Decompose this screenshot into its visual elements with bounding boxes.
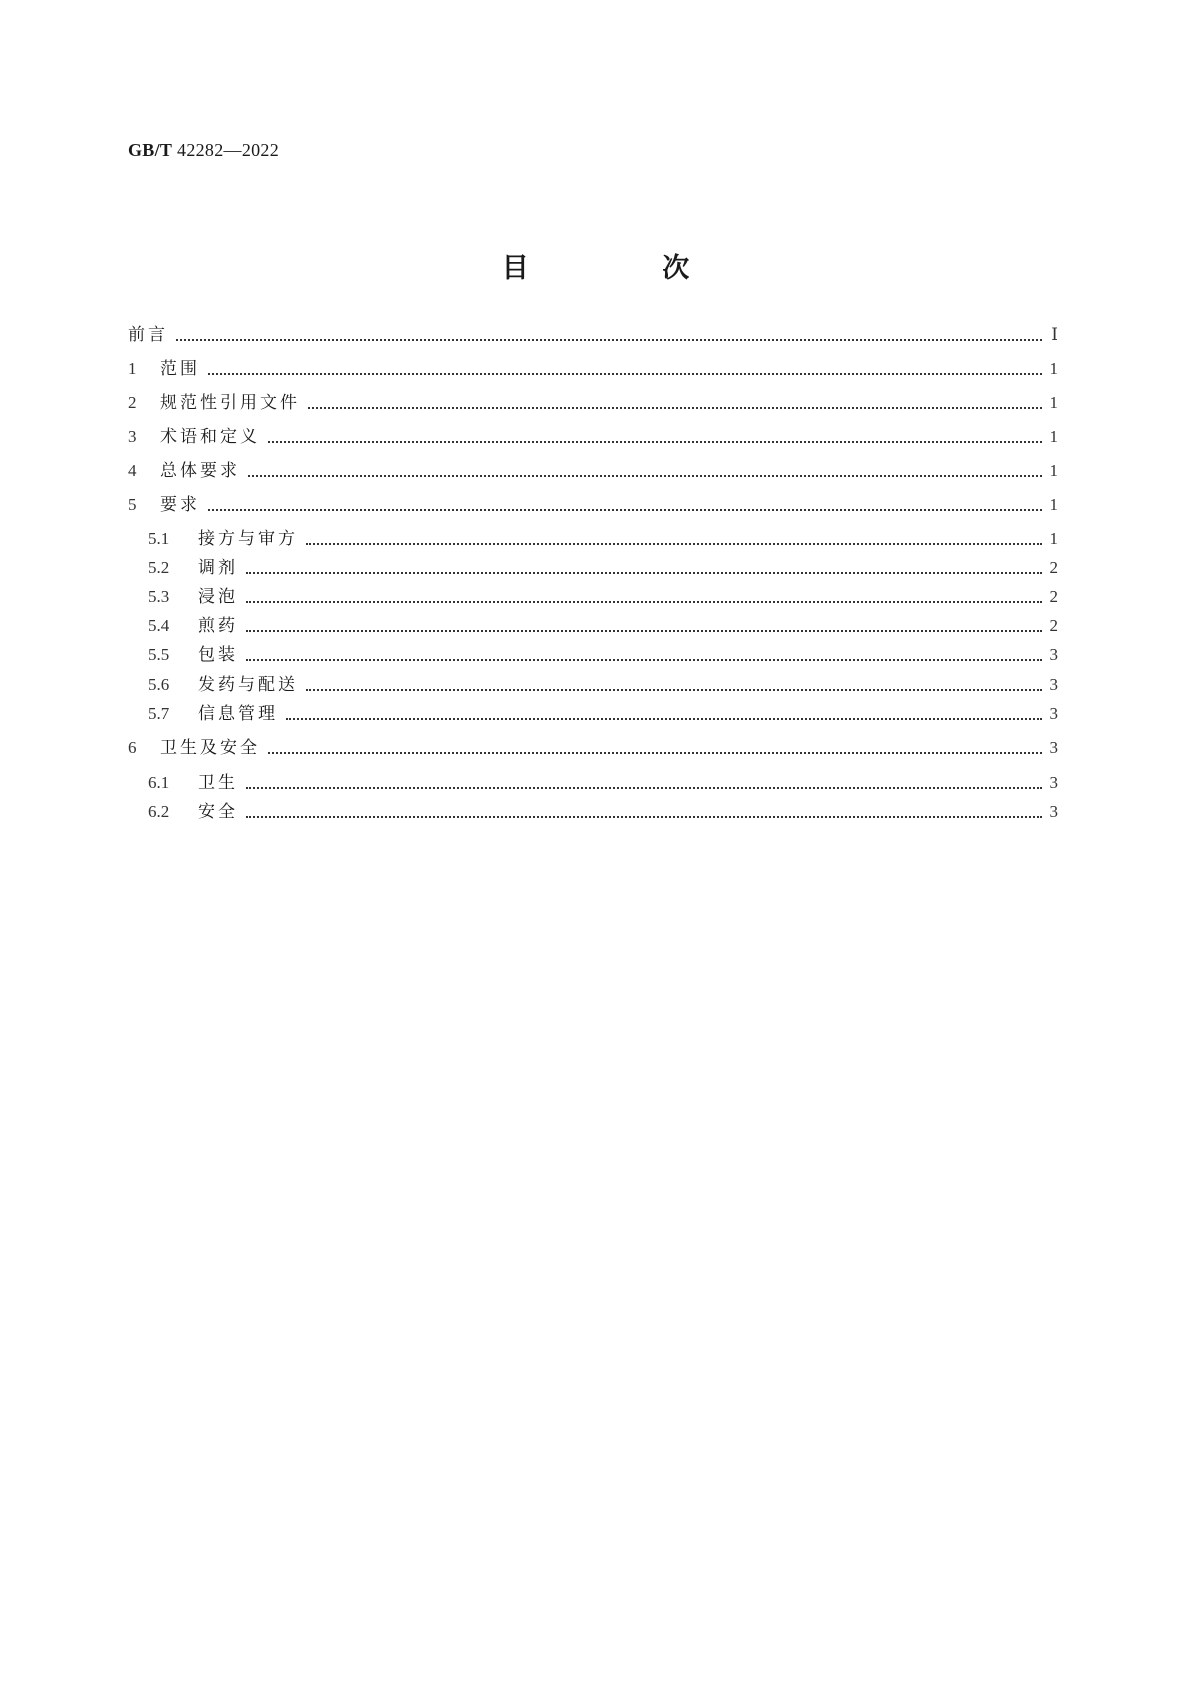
toc-entry-label: 安全 (198, 802, 238, 822)
toc-entry-number: 4 (128, 461, 137, 480)
toc-leader-dots (308, 406, 1042, 409)
toc-entry-6-1[interactable] (148, 766, 1058, 794)
toc-leader-dots (286, 717, 1042, 720)
toc-entry-label: 卫生 (198, 773, 238, 793)
toc-entry-number: 1 (128, 359, 137, 378)
toc-entry-5-1[interactable] (148, 522, 1058, 550)
toc-entry-label: 信息管理 (198, 704, 278, 724)
toc-page-number: 2 (1049, 558, 1058, 577)
toc-entry-label: 发药与配送 (198, 675, 298, 695)
standard-code-number: 42282—2022 (177, 140, 280, 160)
toc-entry-label: 规范性引用文件 (160, 393, 300, 413)
toc-page-number: 1 (1049, 427, 1058, 446)
toc-entry-number: 5.3 (148, 587, 170, 606)
toc-entry-5-4[interactable] (148, 609, 1058, 637)
toc-page-number: 3 (1049, 675, 1058, 694)
toc-entry-number: 6 (128, 738, 137, 757)
toc-entry-5-6[interactable] (148, 668, 1058, 696)
toc-leader-dots (306, 542, 1042, 545)
toc-entry-label: 前言 (128, 325, 168, 345)
toc-page-number: 1 (1049, 495, 1058, 514)
toc-entry-number: 2 (128, 393, 137, 412)
toc-entry-number: 5.1 (148, 529, 170, 548)
toc-leader-dots (246, 571, 1042, 574)
toc-entry-label: 要求 (160, 495, 200, 515)
toc-leader-dots (246, 600, 1042, 603)
toc-page-number: 1 (1049, 529, 1058, 548)
toc-entry-label: 包装 (198, 645, 238, 665)
toc-entry-number: 6.1 (148, 773, 170, 792)
standard-code-prefix: GB/T (128, 140, 173, 160)
toc-entry-label: 煎药 (198, 616, 238, 636)
toc-entry-label: 术语和定义 (160, 427, 260, 447)
toc-entry-6-2[interactable] (148, 795, 1058, 823)
toc-entry-5[interactable] (128, 488, 1058, 516)
toc-leader-dots (208, 508, 1042, 511)
toc-entry-number: 5.5 (148, 645, 170, 664)
toc-entry-5-7[interactable] (148, 697, 1058, 725)
toc-page-number: 1 (1049, 461, 1058, 480)
toc-leader-dots (246, 629, 1042, 632)
toc-page-number: 3 (1049, 645, 1058, 664)
toc-entry-5-5[interactable] (148, 638, 1058, 666)
toc-page-number: 3 (1049, 773, 1058, 792)
toc-page-number: Ⅰ (1051, 325, 1058, 344)
toc-entry-5-2[interactable] (148, 551, 1058, 579)
toc-page-number: 3 (1049, 704, 1058, 723)
toc-entry-2[interactable] (128, 386, 1058, 414)
toc-entry-1[interactable] (128, 352, 1058, 380)
toc-page-number: 3 (1049, 802, 1058, 821)
toc-entry-label: 范围 (160, 359, 200, 379)
toc-entry-label: 浸泡 (198, 587, 238, 607)
toc-entry-number: 3 (128, 427, 137, 446)
toc-entry-foreword[interactable] (128, 318, 1058, 346)
toc-leader-dots (246, 815, 1042, 818)
toc-page-number: 1 (1049, 393, 1058, 412)
toc-entry-number: 5.7 (148, 704, 170, 723)
toc-leader-dots (208, 372, 1042, 375)
toc-page-number: 2 (1049, 616, 1058, 635)
toc-page-number: 3 (1049, 738, 1058, 757)
toc-entry-number: 6.2 (148, 802, 170, 821)
toc-entry-3[interactable] (128, 420, 1058, 448)
toc-entry-label: 卫生及安全 (160, 738, 260, 758)
toc-entry-number: 5.6 (148, 675, 170, 694)
toc-page-number: 1 (1049, 359, 1058, 378)
toc-entry-label: 接方与审方 (198, 529, 298, 549)
toc-title: 目 次 (501, 253, 752, 284)
standard-code (128, 140, 279, 161)
toc-entry-number: 5 (128, 495, 137, 514)
toc-leader-dots (268, 440, 1042, 443)
toc-leader-dots (268, 751, 1042, 754)
toc-entry-number: 5.4 (148, 616, 170, 635)
toc-leader-dots (176, 338, 1042, 341)
toc-entry-5-3[interactable] (148, 580, 1058, 608)
toc-leader-dots (306, 688, 1042, 691)
toc-leader-dots (246, 658, 1042, 661)
toc-entry-label: 调剂 (198, 558, 238, 578)
toc-entry-4[interactable] (128, 454, 1058, 482)
toc-page-number: 2 (1049, 587, 1058, 606)
toc-leader-dots (248, 474, 1042, 477)
toc-entry-6[interactable] (128, 731, 1058, 759)
toc-entry-label: 总体要求 (160, 461, 240, 481)
toc-leader-dots (246, 786, 1042, 789)
toc-entry-number: 5.2 (148, 558, 170, 577)
